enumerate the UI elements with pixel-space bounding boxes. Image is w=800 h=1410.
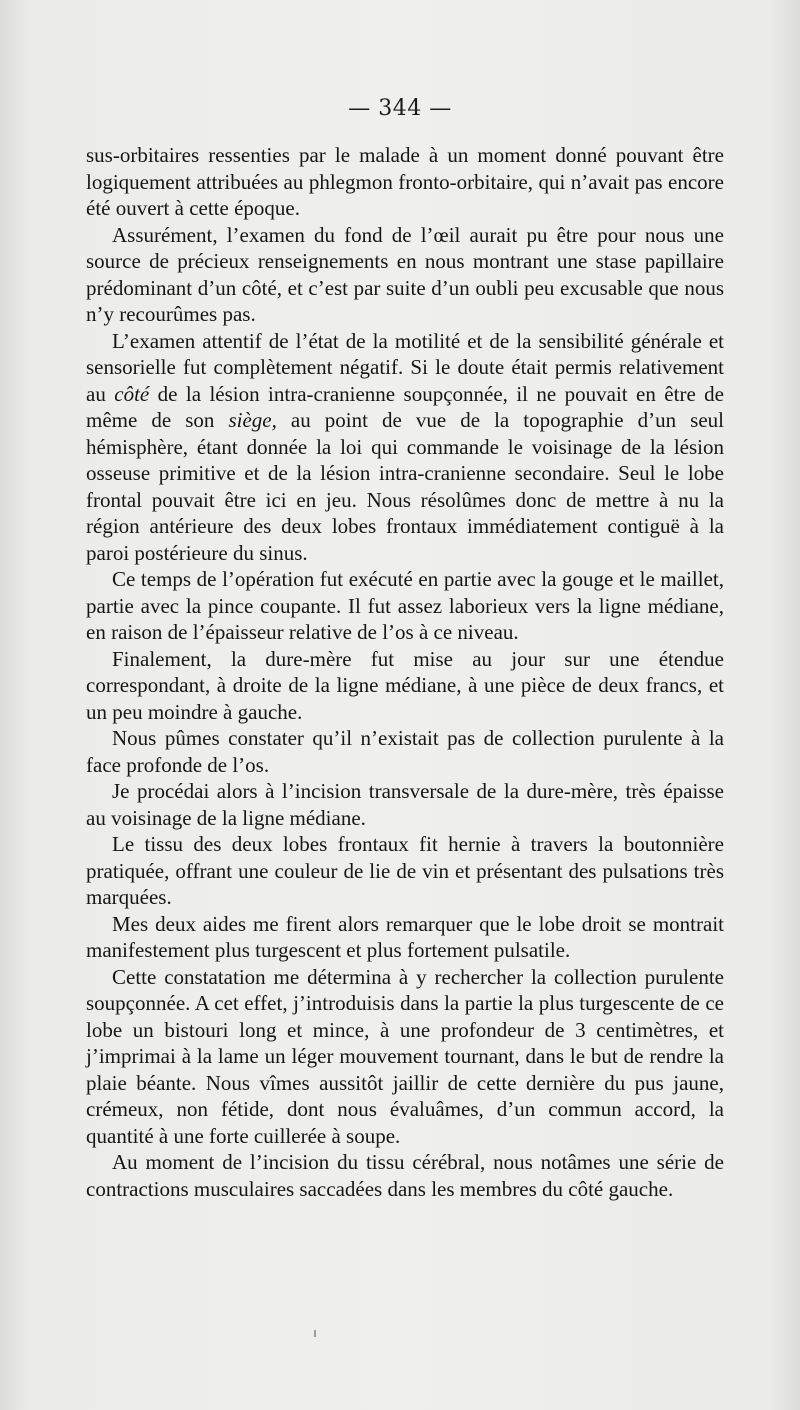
text-run: de la lésion intra-cranienne soupçonnée, il ne pouvait en être de même de son (86, 381, 725, 432)
text-run: Mes deux aides me firent alors remarquer que le lobe droit se montrait manifestement plus turgescent et plus fortement pulsatile. (86, 911, 724, 962)
text-run: Cette constatation me détermina à y rechercher la collection purulente soupçonnée. A cet effet, j’introduisis dans la partie la plus turgescente de ce lobe un bistouri long et mince, à une profondeur de 3 centimètres, et j’imprimai à la lame un léger mouvement tournant, dans le but de rendre la plaie béante. Nous vîmes aussitôt jaillir de cette dernière du pus jaune, crémeux, non fétide, dont nous évaluâmes, d’un commun accord, la quantité à une forte cuillerée à soupe. (86, 964, 724, 1148)
text-run: Le tissu des deux lobes frontaux fit hernie à travers la boutonnière pratiquée, offrant une couleur de lie de vin et présentant des pulsations très marquées. (86, 832, 724, 909)
paragraph (86, 1149, 724, 1202)
paragraph (86, 222, 724, 328)
body-text (86, 142, 724, 1202)
text-run: au point de vue de la topographie d’un seul hémisphère, étant donnée la loi qui commande le voisinage de la lésion osseuse primitive et de la lésion intra-cranienne secondaire. Seul le lobe frontal pouvait être ici en jeu. Nous résolûmes donc de mettre à nu la région antérieure des deux lobes frontaux immédiatement contiguë à la paroi postérieure du sinus. (86, 408, 725, 565)
paragraph (86, 911, 724, 964)
text-run: Je procédai alors à l’incision transversale de la dure-mère, très épaisse au voisinage de la ligne médiane. (86, 779, 724, 830)
page-number: — 344 — (348, 96, 452, 121)
text-run: Nous pûmes constater qu’il n’existait pas de collection purulente à la face profonde de l’os. (86, 726, 724, 777)
text-run: L’examen attentif de l’état de la motilité et de la sensibilité générale et sensorielle fut complètement négatif. Si le doute était permis relativement au (86, 328, 724, 406)
paragraph (86, 142, 724, 222)
ink-speck (314, 1330, 316, 1337)
paragraph (86, 964, 724, 1150)
text-run: sus-orbitaires ressenties par le malade à un moment donné pouvant être logiquement attribuées au phlegmon fronto-orbitaire, qui n’avait pas encore été ouvert à cette époque. (86, 143, 724, 220)
paragraph (86, 778, 724, 831)
paragraph (86, 725, 724, 778)
text-run: Finalement, la dure-mère fut mise au jour sur une étendue correspondant, à droite de la ligne médiane, à une pièce de deux francs, et un peu moindre à gauche. (86, 646, 724, 724)
italic-text-run: côté (114, 381, 150, 406)
paragraph (86, 328, 724, 567)
text-run: Assurément, l’examen du fond de l’œil aurait pu être pour nous une source de précieux renseignements en nous montrant une stase papillaire prédominant d’un côté, et c’est par suite d’un oubli peu excusable que nous n’y recourûmes pas. (86, 222, 724, 326)
paragraph (86, 566, 724, 646)
text-run: Ce temps de l’opération fut exécuté en partie avec la gouge et le maillet, partie avec la pince coupante. Il fut assez laborieux vers la ligne médiane, en raison de l’épaisseur relative de l’os à ce niveau. (86, 567, 724, 644)
text-run: Au moment de l’incision du tissu cérébral, nous notâmes une série de contractions musculaires saccadées dans les membres du côté gauche. (86, 1150, 724, 1201)
paragraph (86, 646, 724, 726)
italic-text-run: siège, (228, 408, 277, 432)
paragraph (86, 831, 724, 911)
